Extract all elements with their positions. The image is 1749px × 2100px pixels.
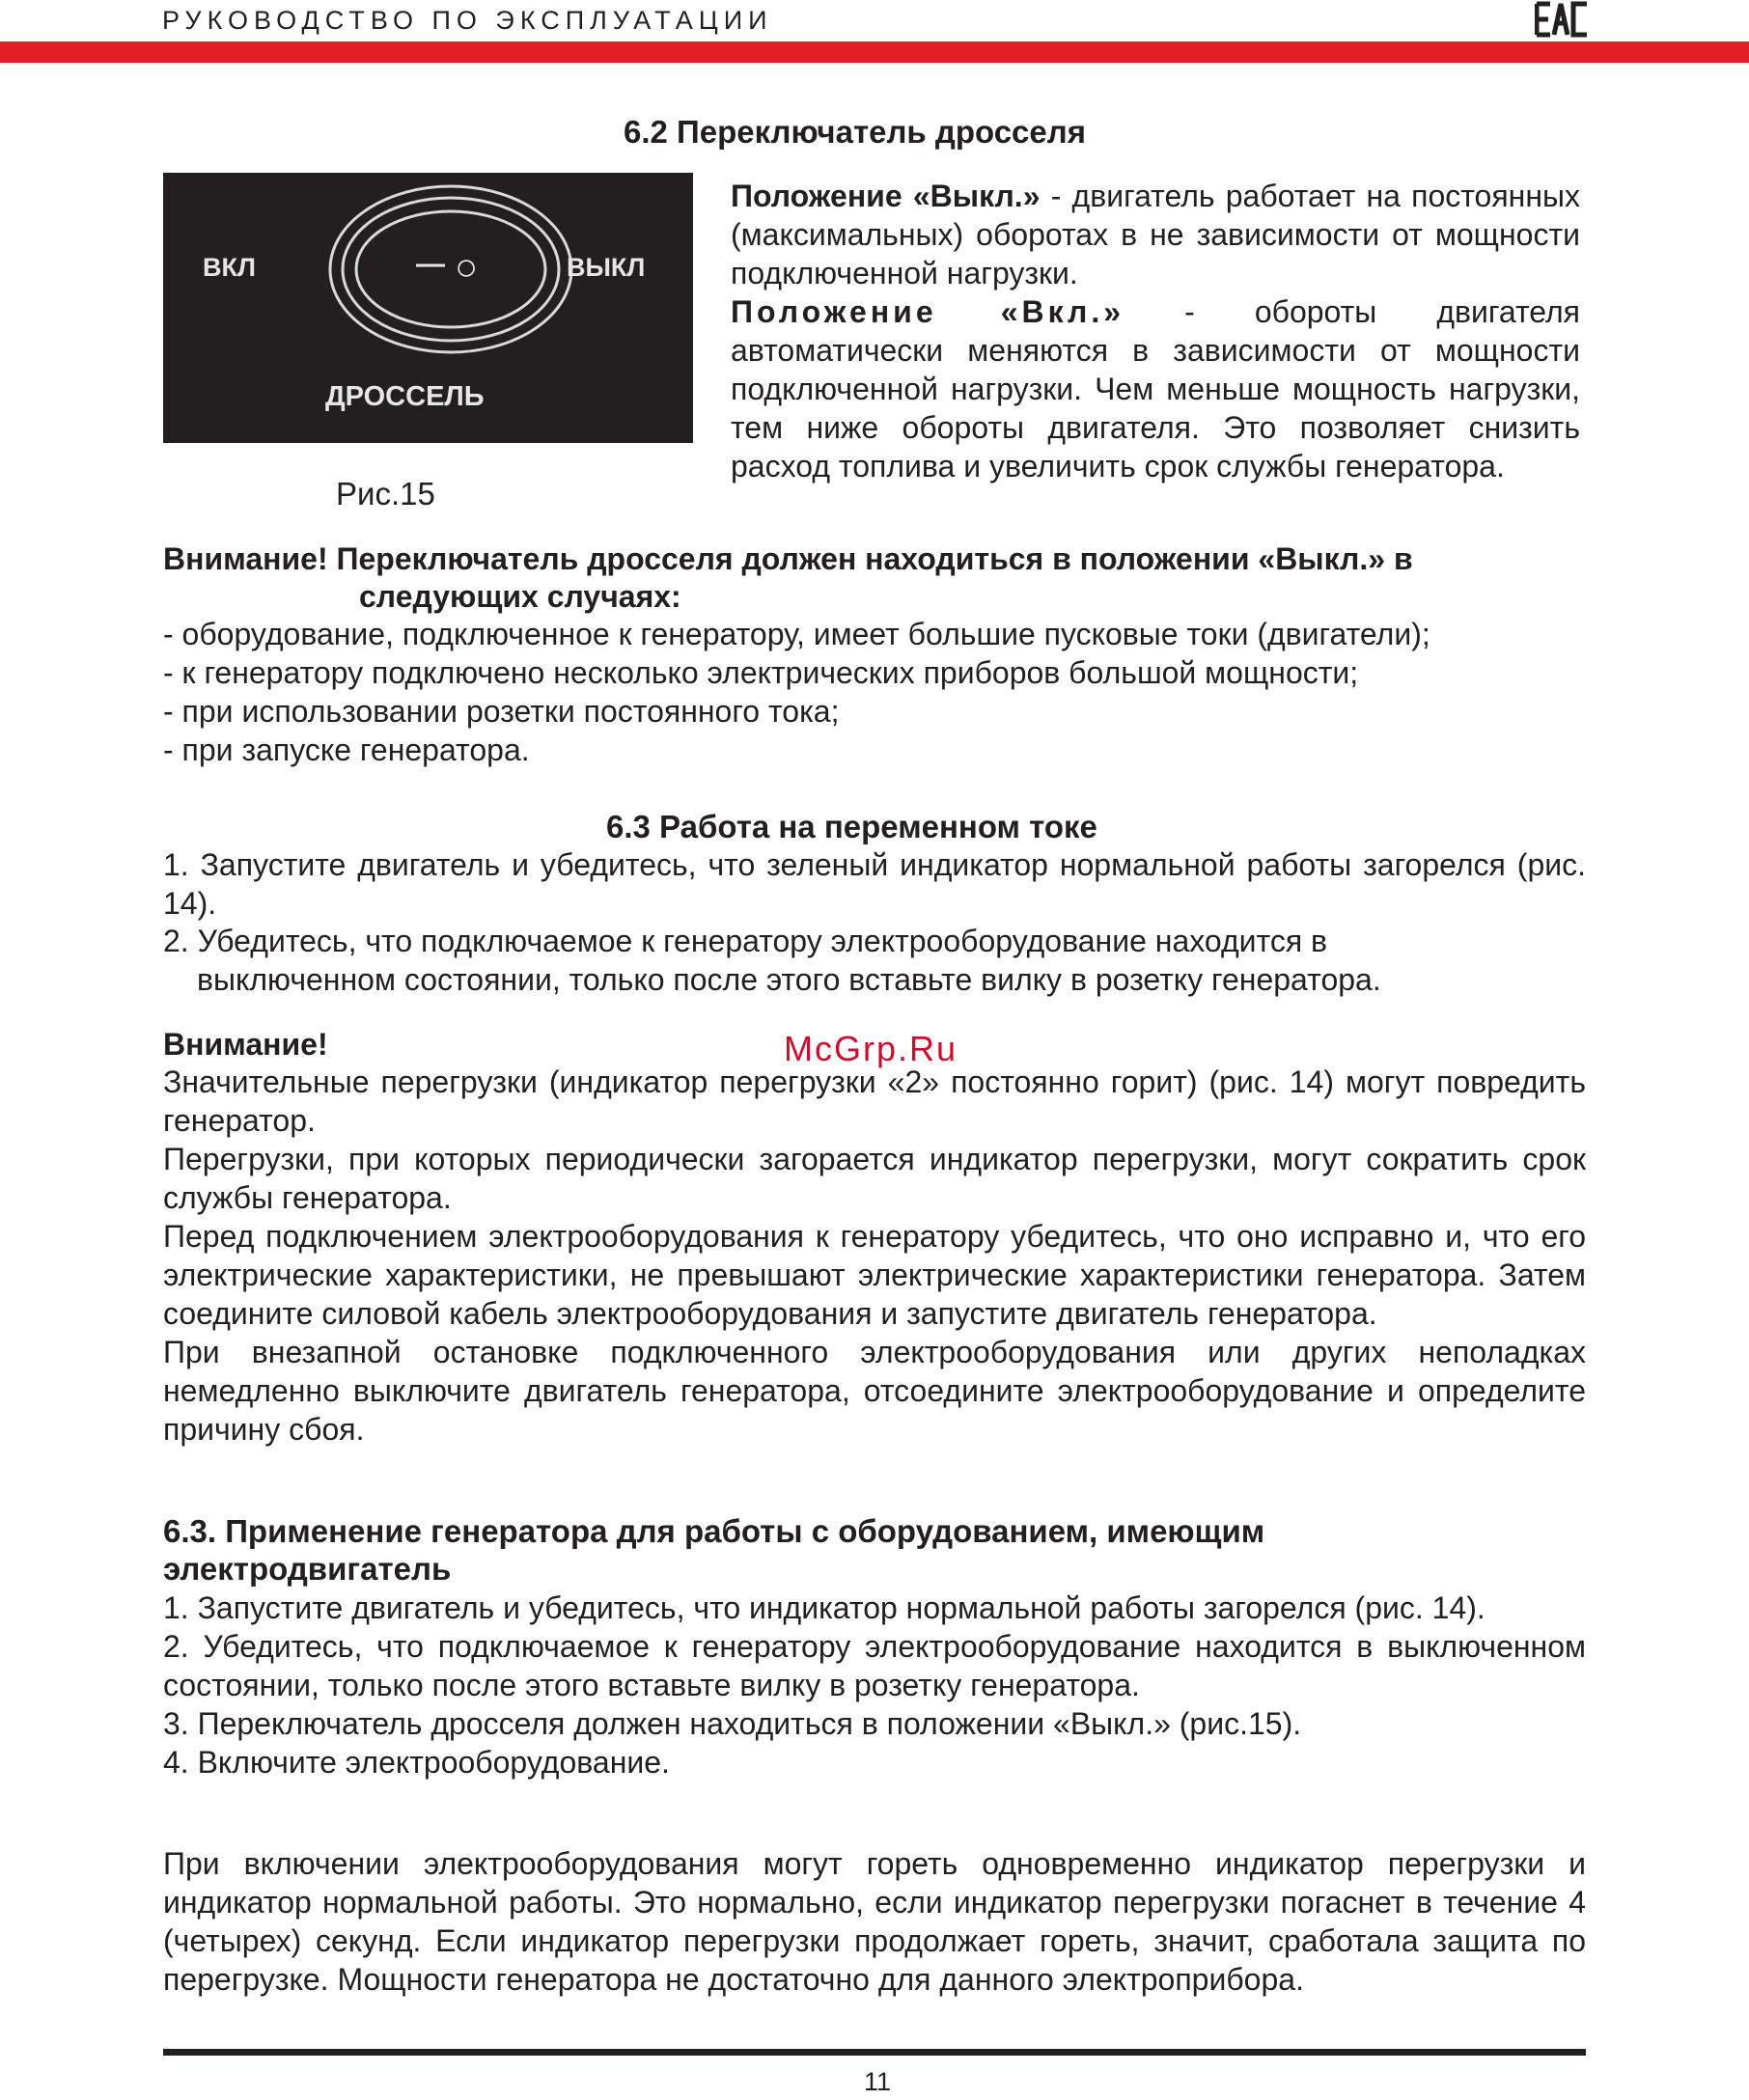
motor-step-2: 2. Убедитесь, что подключаемое к генератору электрооборудование находится в выключенном состоянии, только после этого вставьте вилку в розетку генератора.	[163, 1629, 1586, 1702]
ring-icon: ○	[455, 246, 479, 289]
throttle-off-label: ВЫКЛ	[567, 253, 646, 282]
watermark: McGrp.Ru	[784, 1029, 958, 1068]
section-6-3-title: 6.3 Работа на переменном токе	[606, 809, 1097, 844]
section-6-2-title: 6.2 Переключатель дросселя	[624, 114, 1086, 150]
list-item: - при запуске генератора.	[163, 732, 530, 767]
page-number: 11	[864, 2067, 892, 2096]
motor-step-4: 4. Включите электрооборудование.	[163, 1745, 670, 1780]
motor-steps	[163, 1589, 1586, 1782]
motor-step-1: 1. Запустите двигатель и убедитесь, что индикатор нормальной работы загорелся (рис. 14).	[163, 1590, 1485, 1625]
throttle-switch-figure	[163, 173, 693, 443]
section-6-3-motor-title-2: электродвигатель	[163, 1551, 452, 1587]
on-position-text: - обороты двигателя автоматически меняются в зависимости от мощности подключенной нагрузки. Чем меньше мощность нагрузки, тем ниже обороты двигателя. Это позволяет снизить расход топлива и увеличить срок службы генератора.	[731, 294, 1581, 484]
warning1-line1: Внимание! Переключатель дросселя должен находиться в положении «Выкл.» в	[163, 541, 1413, 576]
warning2-p3: Перед подключением электрооборудования к генератору убедитесь, что оно исправно и, что его электрические характеристики, не превышают электрические характеристики генератора. Затем соедините силовой кабель электрооборудования и запустите двигатель генератора.	[163, 1219, 1586, 1331]
warning2-body	[163, 1063, 1586, 1449]
list-item: - при использовании розетки постоянного тока;	[163, 694, 840, 729]
warning2-title: Внимание!	[163, 1027, 328, 1062]
dash-icon: —	[416, 248, 445, 280]
throttle-name-label: ДРОССЕЛЬ	[325, 381, 485, 412]
warning2-p2: Перегрузки, при которых периодически загорается индикатор перегрузки, могут сократить срок службы генератора.	[163, 1142, 1586, 1215]
manual-header-title: РУКОВОДСТВО ПО ЭКСПЛУАТАЦИИ	[162, 6, 773, 35]
off-position-label: Положение «Выкл.»	[731, 179, 1041, 213]
header-red-bar	[0, 41, 1749, 63]
off-position-text: - двигатель работает на постоянных (максимальных) оборотах в не зависимости от мощности подключенной нагрузки.	[731, 179, 1581, 290]
throttle-on-label: ВКЛ	[203, 253, 256, 282]
throttle-positions-text	[731, 177, 1580, 485]
warning1-line2: следующих случаях:	[359, 579, 681, 614]
ac-step-2b: выключенном состоянии, только после этого вставьте вилку в розетку генератора.	[197, 962, 1381, 997]
section-6-3-motor-title-1: 6.3. Применение генератора для работы с оборудованием, имеющим	[163, 1513, 1265, 1549]
warning2-p1: Значительные перегрузки (индикатор перегрузки «2» постоянно горит) (рис. 14) могут повредить генератор.	[163, 1064, 1586, 1138]
on-position-label: Положение «Вкл.»	[731, 294, 1125, 329]
motor-step-3: 3. Переключатель дросселя должен находиться в положении «Выкл.» (рис.15).	[163, 1706, 1302, 1741]
ac-step-2a: 2. Убедитесь, что подключаемое к генератору электрооборудование находится в	[163, 924, 1328, 958]
list-item: - оборудование, подключенное к генератору, имеет большие пусковые токи (двигатели);	[163, 617, 1430, 651]
warning2-p4: При внезапной остановке подключенного электрооборудования или других неполадках немедленно выключите двигатель генератора, отсоедините электрооборудование и определите причину сбоя.	[163, 1335, 1586, 1447]
eac-logo	[1535, 0, 1589, 39]
list-item: - к генератору подключено несколько электрических приборов большой мощности;	[163, 655, 1359, 690]
footer-rule	[163, 2049, 1586, 2056]
motor-note: При включении электрооборудования могут гореть одновременно индикатор перегрузки и индикатор нормальной работы. Это нормально, если индикатор перегрузки погаснет в течение 4 (четырех) секунд. Если индикатор перегрузки продолжает гореть, значит, сработала защита по перегрузке. Мощности генератора не достаточно для данного электроприбора.	[163, 1846, 1586, 1997]
ac-step-1: 1. Запустите двигатель и убедитесь, что зеленый индикатор нормальной работы загорелся (рис. 14).	[163, 847, 1586, 921]
figure-15-caption: Рис.15	[336, 476, 435, 511]
